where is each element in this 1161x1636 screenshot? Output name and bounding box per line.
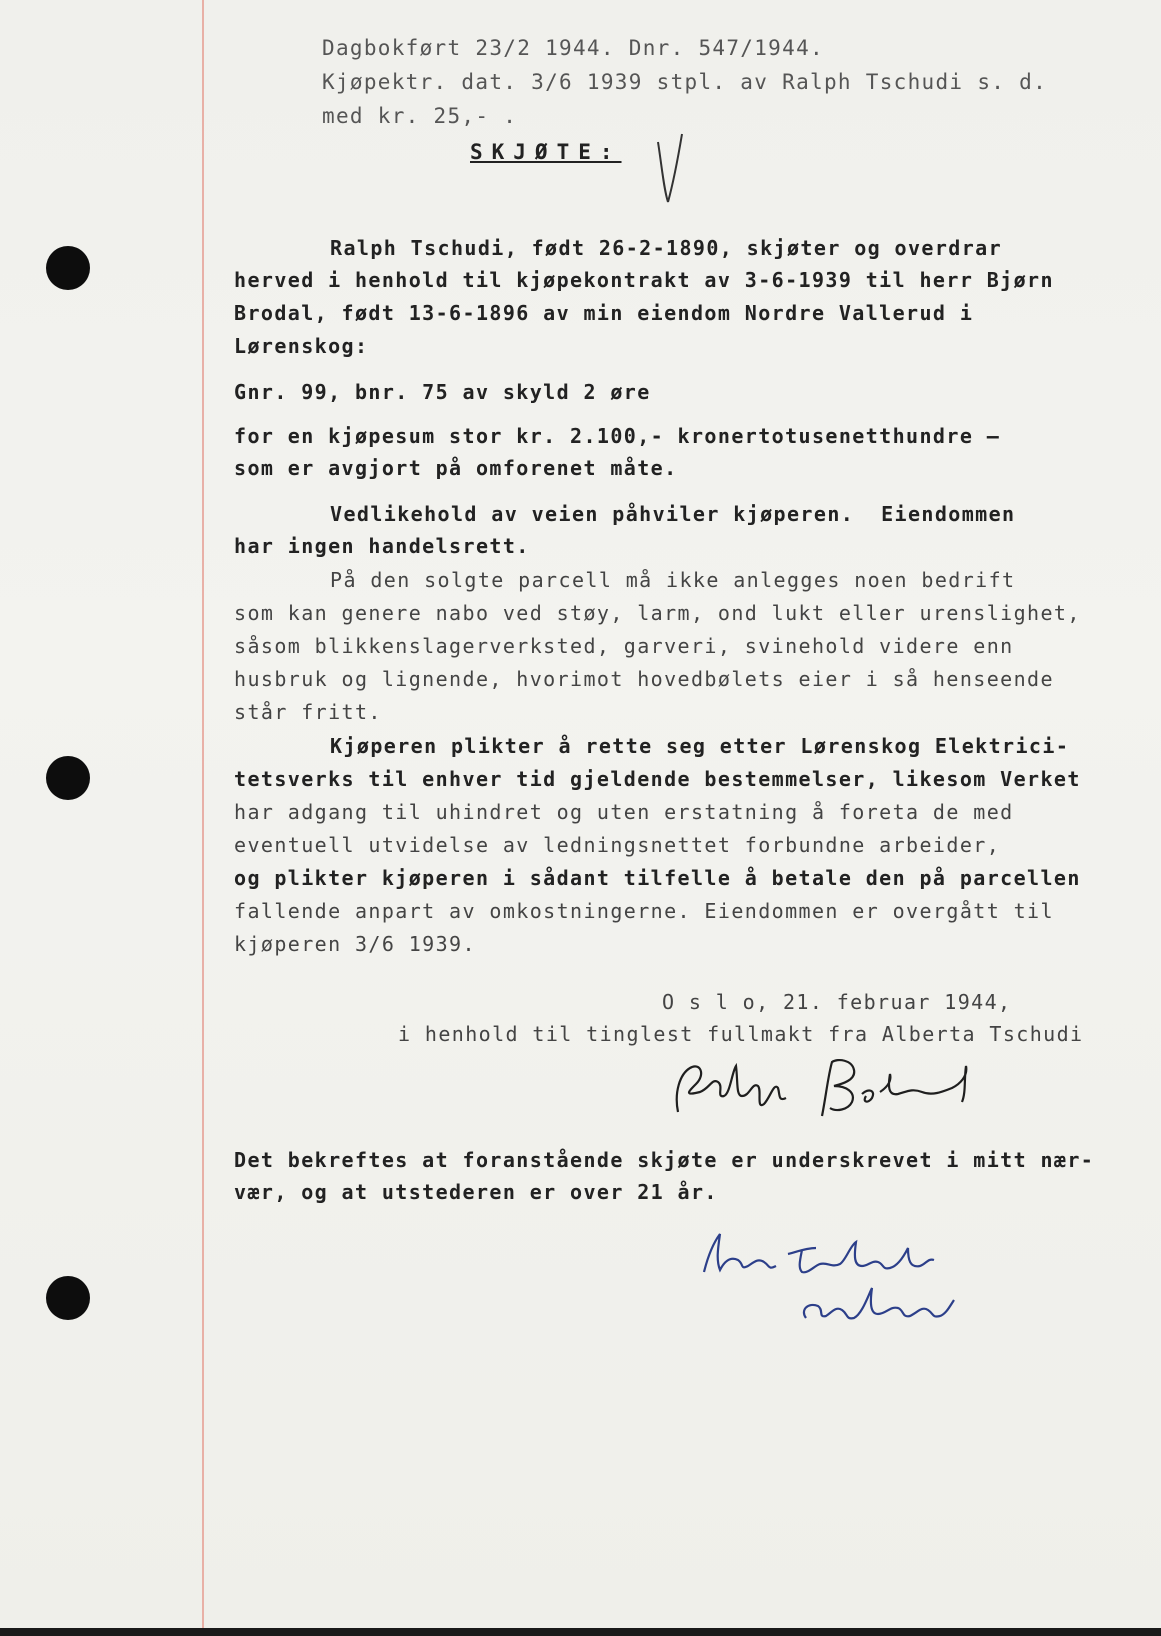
p6-line-2: tetsverks til enhver tid gjeldende bestemmelser, likesom Verket xyxy=(234,767,1081,791)
p4-line-1: Vedlikehold av veien påhviler kjøperen. Eiendommen xyxy=(330,502,1016,526)
p6-line-4: eventuell utvidelse av ledningsnettet forbundne arbeider, xyxy=(234,833,1001,857)
p5-line-3: såsom blikkenslagerverksted, garveri, svinehold videre enn xyxy=(234,634,1014,658)
p5-line-5: står fritt. xyxy=(234,700,382,724)
p5-line-4: husbruk og lignende, hvorimot hovedbølets eier i så henseende xyxy=(234,667,1054,691)
p6-line-7: kjøperen 3/6 1939. xyxy=(234,932,476,956)
p1-line-3: Brodal, født 13-6-1896 av min eiendom Nordre Vallerud i xyxy=(234,301,974,325)
property-line: Gnr. 99, bnr. 75 av skyld 2 øre xyxy=(234,380,651,404)
header-line-3: med kr. 25,- . xyxy=(322,104,518,128)
p3-line-1: for en kjøpesum stor kr. 2.100,- kronertotusenetthundre – xyxy=(234,424,1001,448)
punch-hole-middle xyxy=(46,756,90,800)
p3-line-2: som er avgjort på omforenet måte. xyxy=(234,456,678,480)
certification-line-1: Det bekreftes at foranstående skjøte er underskrevet i mitt nær- xyxy=(234,1148,1095,1172)
proxy-line: i henhold til tinglest fullmakt fra Alberta Tschudi xyxy=(398,1022,1084,1046)
p1-line-1: Ralph Tschudi, født 26-2-1890, skjøter og overdrar xyxy=(330,236,1003,260)
p6-line-5: og plikter kjøperen i sådant tilfelle å betale den på parcellen xyxy=(234,866,1081,890)
tick-mark xyxy=(652,128,692,208)
p1-line-4: Lørenskog: xyxy=(234,334,369,358)
header-line-1: Dagbokført 23/2 1944. Dnr. 547/1944. xyxy=(322,36,824,60)
punch-hole-top xyxy=(46,246,90,290)
p4-line-2: har ingen handelsrett. xyxy=(234,534,530,558)
punch-hole-bottom xyxy=(46,1276,90,1320)
place-date: O s l o, 21. februar 1944, xyxy=(662,990,1012,1014)
scan-edge xyxy=(0,1628,1161,1636)
p6-line-6: fallende anpart av omkostningerne. Eiendommen er overgått til xyxy=(234,899,1054,923)
signature-ralph-tschudi xyxy=(666,1052,1006,1132)
p6-line-1: Kjøperen plikter å rette seg etter Lørenskog Elektrici- xyxy=(330,734,1070,758)
header-line-2: Kjøpektr. dat. 3/6 1939 stpl. av Ralph Tschudi s. d. xyxy=(322,70,1048,94)
document-title: SKJØTE: xyxy=(470,140,622,164)
p5-line-1: På den solgte parcell må ikke anlegges noen bedrift xyxy=(330,568,1016,592)
signature-advokat xyxy=(690,1226,1010,1336)
p6-line-3: har adgang til uhindret og uten erstatning å foreta de med xyxy=(234,800,1014,824)
p1-line-2: herved i henhold til kjøpekontrakt av 3-6-1939 til herr Bjørn xyxy=(234,268,1054,292)
certification-line-2: vær, og at utstederen er over 21 år. xyxy=(234,1180,718,1204)
margin-rule xyxy=(202,0,204,1636)
p5-line-2: som kan genere nabo ved støy, larm, ond lukt eller urenslighet, xyxy=(234,601,1081,625)
